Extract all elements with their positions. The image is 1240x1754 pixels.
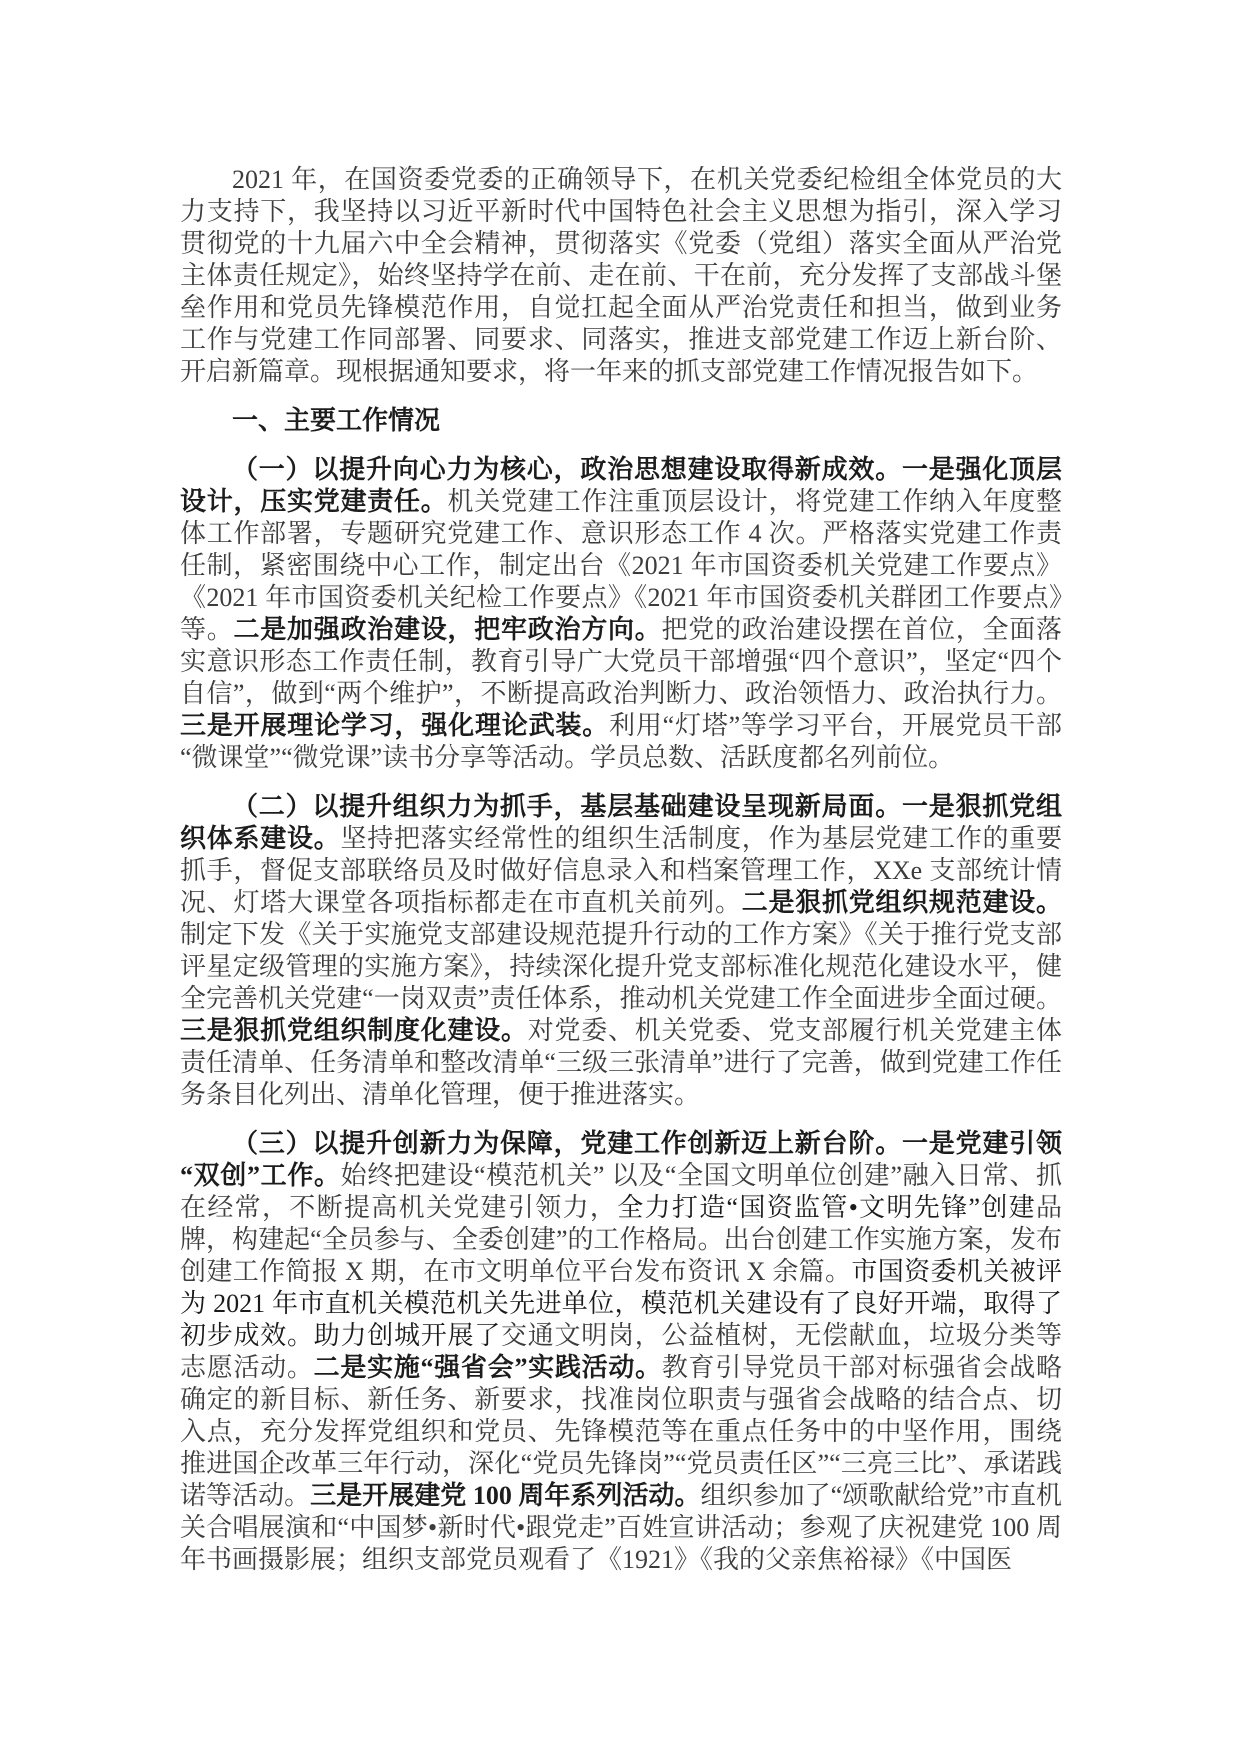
text-run: 坚持把落实经常性的组织生活制度，作为基层党建工作的重要抓手，督促支部联络员及时做好信息录入和档案管理工作，XXe 支部统计情况、灯塔大课堂各项指标都走在市直机关前列。 bbox=[180, 824, 1062, 917]
text-run: 三是开展建党 100 周年系列活动。 bbox=[310, 1481, 701, 1510]
text-run: 全力打造“国资监管•文明先锋”创建 bbox=[617, 1193, 1036, 1222]
intro-paragraph bbox=[180, 164, 1062, 388]
text-run: 三是开展理论学习，强化理论武装。 bbox=[180, 711, 610, 740]
subsection-paragraph-1 bbox=[180, 454, 1062, 774]
text-run: 二是狠抓党组织规范建设。 bbox=[741, 888, 1062, 917]
text-run: 市国资委机关被评为 2021 年市直机关模范机关先进单位，模范机关建设有了良好开端，取得了初步成效。助力创城开展了 bbox=[180, 1257, 1062, 1350]
text-run: 始终把建设“模范机关” 以及“全国文明单位创建”融入日常、抓在经常，不断提高机关党建引领力， bbox=[180, 1161, 1062, 1222]
text-run: 三是狠抓党组织制度化建设。 bbox=[180, 1016, 528, 1045]
text-run: （一）以提升向心力为核心，政治思想建设取得新成效。一是强化顶层设计，压实党建责任。 bbox=[180, 455, 1062, 516]
text-run: 一、主要工作情况 bbox=[232, 406, 441, 435]
text-run: 制定下发《关于实施党支部建设规范提升行动的工作方案》《关于推行党支部评星定级管理的实施方案》，持续深化提升党支部标准化规范化建设水平，健全完善机关党建“一岗双责”责任体系，推动机关党建工作全面进步全面过硬。 bbox=[180, 920, 1062, 1013]
document-body bbox=[180, 164, 1062, 1593]
text-run: （二）以提升组织力为抓手，基层基础建设呈现新局面。一是狠抓党组织体系建设。 bbox=[180, 792, 1062, 853]
text-run: 品牌，构建起“全员参与、全委创建”的工作格局。出台创建工作实施方案，发布创建工作简报 X 期，在市文明单位平台发布资讯 X 余篇。 bbox=[180, 1193, 1062, 1286]
section-heading-1 bbox=[180, 405, 1062, 437]
text-run: 二是加强政治建设，把牢政治方向。 bbox=[233, 615, 662, 644]
subsection-paragraph-2 bbox=[180, 791, 1062, 1111]
text-run: 交通文明岗，公益植树，无偿献血，垃圾分类等志愿活动。 bbox=[180, 1321, 1062, 1382]
text-run: （三）以提升创新力为保障，党建工作创新迈上新台阶。一是党建引领“双创”工作。 bbox=[180, 1129, 1062, 1190]
text-run: 2021 年，在国资委党委的正确领导下，在机关党委纪检组全体党员的大力支持下，我坚持以习近平新时代中国特色社会主义思想为指引，深入学习贯彻党的十九届六中全会精神，贯彻落实《党委（党组）落实全面从严治党主体责任规定》，始终坚持学在前、走在前、干在前，充分发挥了支部战斗堡垒作用和党员先锋模范作用，自觉扛起全面从严治党责任和担当，做到业务工作与党建工作同部署、同要求、同落实，推进支部党建工作迈上新台阶、开启新篇章。现根据通知要求，将一年来的抓支部党建工作情况报告如下。 bbox=[180, 165, 1062, 386]
text-run: 机关党建工作注重顶层设计，将党建工作纳入年度整体工作部署，专题研究党建工作、意识形态工作 4 次。严格落实党建工作责任制，紧密围绕中心工作，制定出台《2021 年市国资委机关党建工作要点》《2021 年市国资委机关纪检工作要点》《2021 年市国资委机关群团工作要点》等。 bbox=[180, 487, 1062, 644]
text-run: 对党委、机关党委、党支部履行机关党建主体责任清单、任务清单和整改清单“三级三张清单”进行了完善，做到党建工作任务条目化列出、清单化管理，便于推进落实。 bbox=[180, 1016, 1062, 1109]
text-run: 把党的政治建设摆在首位，全面落实意识形态工作责任制，教育引导广大党员干部增强“四个意识”，坚定“四个自信”，做到“两个维护”，不断提高政治判断力、政治领悟力、政治执行力。 bbox=[180, 615, 1062, 708]
text-run: 组织参加了“颂歌献给党”市直机关合唱展演和“中国梦•新时代•跟党走”百姓宣讲活动；参观了庆祝建党 100 周年书画摄影展；组织支部党员观看了《1921》《我的父亲焦裕禄》《中国医 bbox=[180, 1481, 1062, 1574]
subsection-paragraph-3 bbox=[180, 1128, 1062, 1576]
text-run: 教育引导党员干部对标强省会战略确定的新目标、新任务、新要求，找准岗位职责与强省会战略的结合点、切入点，充分发挥党组织和党员、先锋模范等在重点任务中的中坚作用，围绕推进国企改革三年行动，深化“党员先锋岗”“党员责任区”“三亮三比”、承诺践诺等活动。 bbox=[180, 1353, 1062, 1510]
text-run: 二是实施“强省会”实践活动。 bbox=[313, 1353, 662, 1382]
text-run: 利用“灯塔”等学习平台，开展党员干部“微课堂”“微党课”读书分享等活动。学员总数、活跃度都名列前位。 bbox=[180, 711, 1062, 772]
